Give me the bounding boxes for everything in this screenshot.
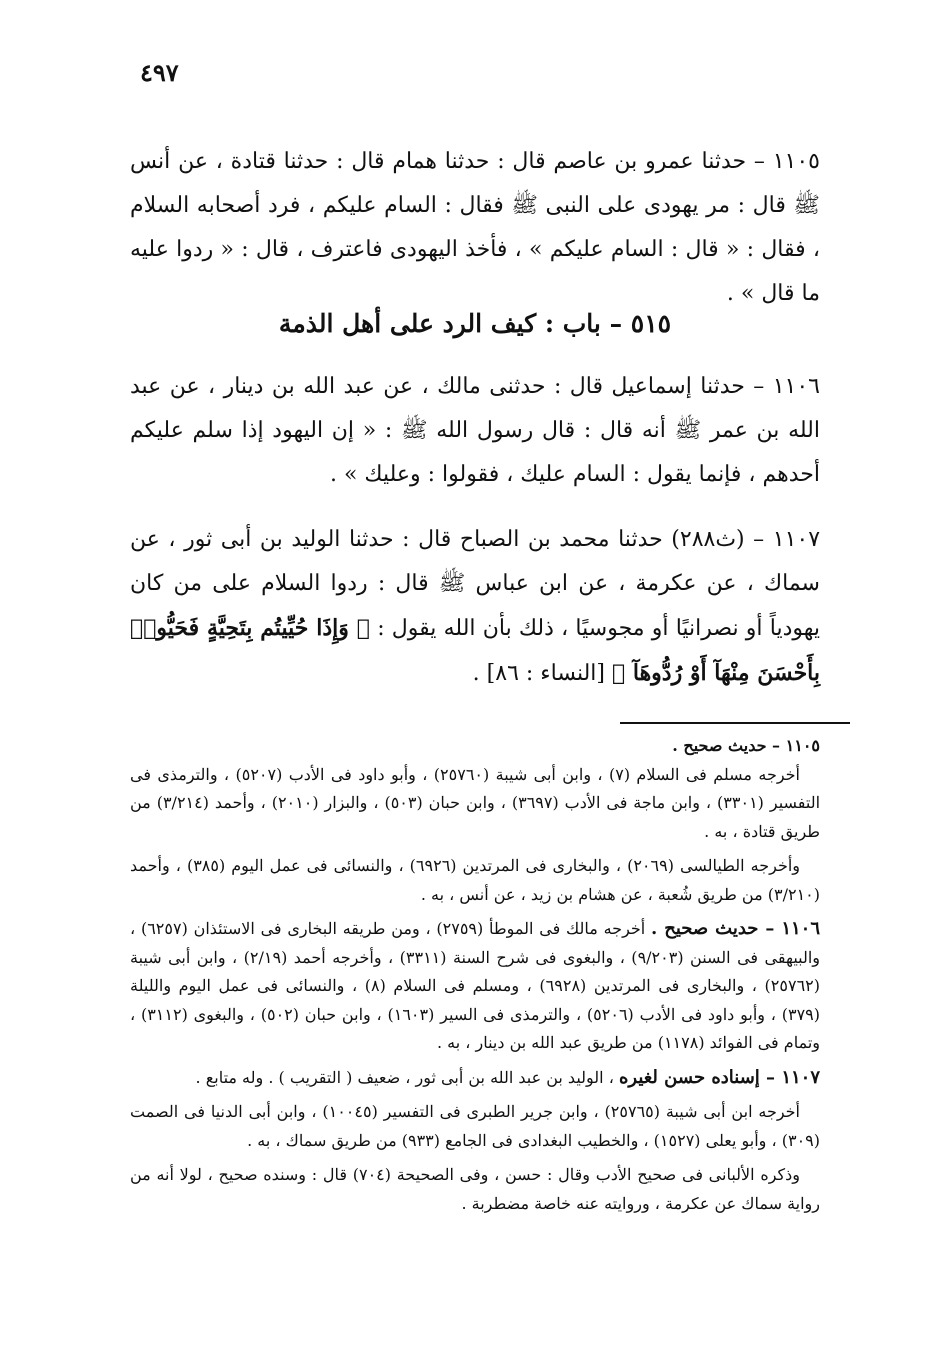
note-1106 xyxy=(130,915,820,1058)
note-1105-heading: ١١٠٥ – حديث صحيح . xyxy=(672,736,820,755)
note-1106-body: أخرجه مالك فى الموطأ (٢٧٥٩) ، ومن طريقه البخارى فى الاستئذان (٦٢٥٧) ، والبيهقى فى السنن (٩/٢٠٣) ، والبغوى فى شرح السنة (٣٣١١) ، وأخرجه أحمد (٢/١٩) ، وابن أبى شيبة (٢٥٧٦٢) ، والبخارى فى المرتدين (٦٩٢٨) ، ومسلم فى السلام (٨) ، والنسائى فى عمل اليوم والليلة (٣٧٩) ، وأبو داود فى الأدب (٥٢٠٦) ، والترمذى فى السير (١٦٠٣) ، وابن حبان (٥٠٢) ، والبغوى (٣١١٢) ، وتمام فى الفوائد (١١٧٨) من طريق عبد الله بن دينار ، به . xyxy=(130,919,821,1052)
note-1107-heading: ١١٠٧ – إسناده حسن لغيره xyxy=(618,1066,820,1088)
note-1105-paragraph-2: وأخرجه الطيالسى (٢٠٦٩) ، والبخارى فى المرتدين (٦٩٢٦) ، والنسائى فى عمل اليوم (٣٨٥) ، وأحمد (٣/٢١٠) من طريق شُعبة ، عن هشام بن زيد ، عن أنس ، به . xyxy=(130,856,820,904)
note-1107-body: ، الوليد بن عبد الله بن أبى ثور ، ضعيف ( التقريب ) . وله متابع . xyxy=(195,1067,619,1087)
hadith-1106 xyxy=(130,365,820,497)
note-1107 xyxy=(130,1064,820,1093)
note-1107-paragraph-1: أخرجه ابن أبى شيبة (٢٥٧٦٥) ، وابن جرير الطبرى فى التفسير (١٠٠٤٥) ، وابن أبى الدنيا فى الصمت (٣٠٩) ، وأبو يعلى (١٥٢٧) ، والخطيب البغدادى فى الجامع (٩٣٣) من طريق سماك ، به . xyxy=(130,1102,820,1150)
hadith-1107-text xyxy=(130,518,820,696)
page-number: ٤٩٧ xyxy=(140,58,179,87)
note-1107-paragraph-2: وذكره الألبانى فى صحيح الأدب وقال : حسن ، وفى الصحيحة (٧٠٤) قال : وسنده صحيح ، لولا أنه من رواية سماك عن عكرمة ، وروايته عنه خاصة مضطربة . xyxy=(130,1165,820,1213)
hadith-1106-text: ١١٠٦ – حدثنا إسماعيل قال : حدثنى مالك ، عن عبد الله بن دينار ، عن عبد الله بن عمر ﷺ أنه قال : قال رسول الله ﷺ : « إن اليهود إذا سلم عليكم أحدهم ، فإنما يقول : السام عليك ، فقولوا : وعليك » . xyxy=(130,374,820,487)
note-1105-paragraph-1: أخرجه مسلم فى السلام (٧) ، وابن أبى شيبة (٢٥٧٦٠) ، وأبو داود فى الأدب (٥٢٠٧) ، والترمذى فى التفسير (٣٣٠١) ، وابن ماجة فى الأدب (٣٦٩٧) ، وابن حبان (٥٠٣) ، والبزار (٢٠١٠) ، وأحمد (٣/٢١٤) من طريق قتادة ، به . xyxy=(130,764,821,841)
chapter-heading: ٥١٥ – باب : كيف الرد على أهل الذمة xyxy=(278,309,672,338)
footnote-separator xyxy=(620,722,850,724)
hadith-1107 xyxy=(130,518,820,696)
hadith-1105-text: ١١٠٥ – حدثنا عمرو بن عاصم قال : حدثنا همام قال : حدثنا قتادة ، عن أنس ﷺ قال : مر يهودى على النبى ﷺ فقال : السام عليكم ، فرد أصحابه السلام ، فقال : « قال : السام عليكم » ، فأخذ اليهودى فاعترف ، قال : « ردوا عليه ما قال » . xyxy=(130,149,820,306)
quran-verse: ﴿ وَإِذَا حُيِّيتُم بِتَحِيَّةٍ فَحَيُّوا۟ بِأَحْسَنَ مِنْهَآ أَوْ رُدُّوهَآ ﴾ xyxy=(130,615,820,686)
verse-reference: [النساء : ٨٦] . xyxy=(472,661,612,686)
hadith-1105 xyxy=(130,140,820,316)
hadith-1107-text-before-verse: ١١٠٧ – (ث٢٨٨) حدثنا محمد بن الصباح قال : حدثنا الوليد بن أبى ثور ، عن سماك ، عن عكرمة ، عن ابن عباس ﷺ قال : ردوا السلام على من كان يهودياً أو نصرانيًا أو مجوسيًا ، ذلك بأن الله يقول : xyxy=(130,527,821,641)
note-1106-heading: ١١٠٦ – حديث صحيح . xyxy=(651,918,820,939)
footnotes xyxy=(130,732,820,1218)
